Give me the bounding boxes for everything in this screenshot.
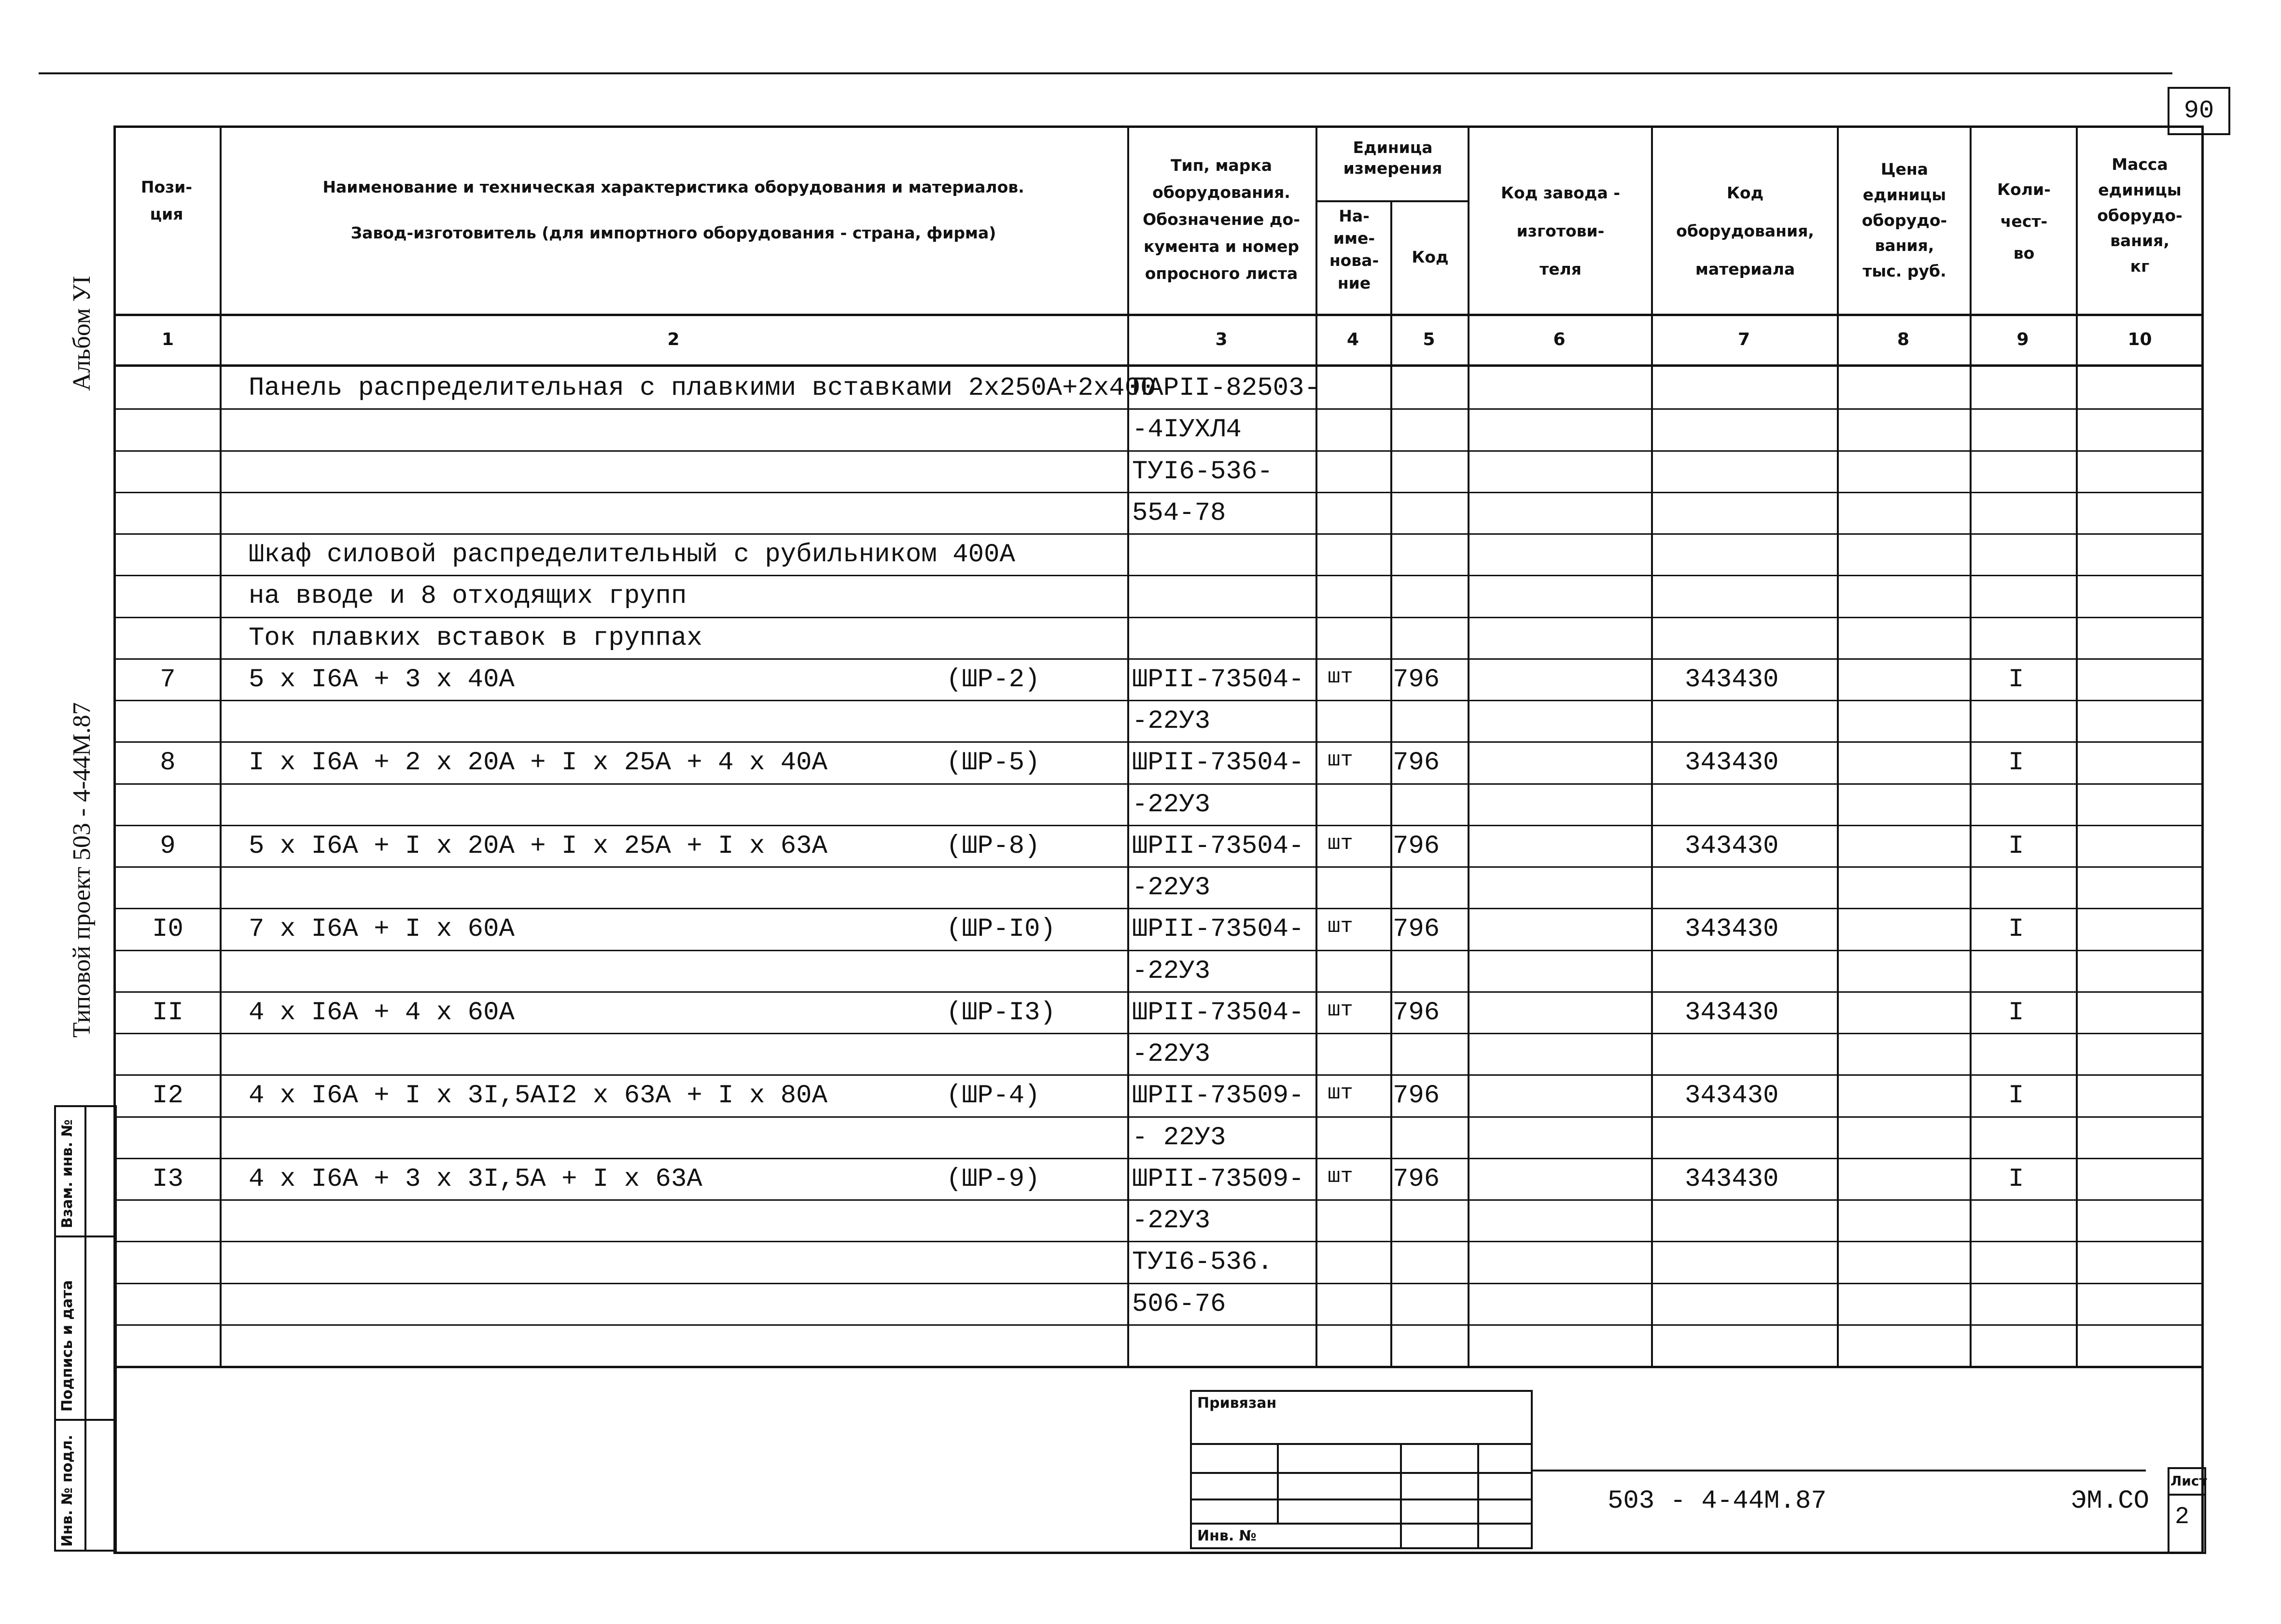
row-divider [113, 950, 2204, 951]
row-divider [113, 1241, 2204, 1242]
cell-type: -4IУХЛ4 [1132, 415, 1242, 444]
cell-type: ШРII-73509- [1132, 1081, 1304, 1110]
cell-pos: 9 [160, 832, 176, 861]
cell-type: - 22У3 [1132, 1123, 1226, 1152]
cell-name: Панель распределительная с плавкими вставками 2х250А+2х400 [249, 374, 1156, 403]
cell-type: ШРII-73504- [1132, 998, 1304, 1027]
cell-ref: (ШР-9) [946, 1165, 1040, 1194]
cell-name: Ток плавких вставок в группах [249, 624, 702, 653]
cell-equip: 343430 [1685, 998, 1779, 1027]
column-number: 8 [1897, 330, 1910, 349]
sheet-number: 2 [2175, 1503, 2190, 1531]
column-number: 5 [1423, 330, 1435, 349]
cell-ref: (ШР-5) [946, 748, 1040, 777]
column-divider [220, 125, 222, 1368]
header-mass: Масса единицы оборудо- вания, кг [2097, 155, 2183, 276]
cell-type: ШРII-73504- [1132, 832, 1304, 861]
cell-name: на вводе и 8 отходящих групп [249, 582, 687, 611]
header-equip-code: Код оборудования, материала [1676, 183, 1814, 279]
column-divider [1127, 125, 1129, 1368]
doc-code: 503 - 4-44М.87 [1608, 1486, 1827, 1516]
row-divider [113, 492, 2204, 493]
cell-type: -22У3 [1132, 957, 1211, 986]
cell-code: 796 [1393, 998, 1440, 1027]
column-divider [1837, 125, 1839, 1368]
cell-name: 4 х I6А + 4 х 60А [249, 998, 515, 1027]
row-divider [113, 617, 2204, 618]
row-divider [113, 866, 2204, 868]
cell-qty: I [2008, 915, 2024, 944]
row-divider [113, 1283, 2204, 1284]
row-divider [113, 741, 2204, 743]
cell-name: Шкаф силовой распределительный с рубильником 400А [249, 540, 1015, 569]
header-name-line1: Наименование и техническая характеристика оборудования и материалов. [322, 178, 1024, 196]
column-number: 6 [1553, 330, 1566, 349]
header-name-line2: Завод-изготовитель (для импортного оборудования - страна, фирма) [350, 223, 996, 242]
cell-name: 5 х I6А + 3 х 40А [249, 665, 515, 694]
cell-code: 796 [1393, 832, 1440, 861]
cell-pos: 8 [160, 748, 176, 777]
row-divider [113, 1158, 2204, 1159]
cell-ref: (ШР-I3) [946, 998, 1056, 1027]
cell-unit: шт [1328, 832, 1353, 856]
cell-unit: шт [1328, 915, 1353, 939]
row-divider [113, 700, 2204, 701]
cell-code: 796 [1393, 665, 1440, 694]
cell-type: ШРII-73509- [1132, 1165, 1304, 1194]
row-divider [113, 1199, 2204, 1201]
cell-equip: 343430 [1685, 665, 1779, 694]
page-number: 90 [2183, 97, 2214, 125]
cell-name: 7 х I6А + I х 60А [249, 915, 515, 944]
project-label: Типовой проект 503 - 4-44М.87 [68, 702, 96, 1038]
cell-name: 5 х I6А + I х 20А + I х 25А + I х 63А [249, 832, 827, 861]
column-divider [1651, 125, 1653, 1368]
header-type: Тип, марка оборудования. Обозначение до- кумента и номер опросного листа [1143, 156, 1300, 283]
row-divider [113, 575, 2204, 576]
cell-type: 554-78 [1132, 499, 1226, 528]
row-divider [113, 533, 2204, 535]
cell-qty: I [2008, 998, 2024, 1027]
header-price: Цена единицы оборудо- вания, тыс. руб. [1861, 160, 1947, 281]
column-number: 10 [2127, 330, 2152, 349]
side-box-signature: Подпись и дата [59, 1280, 76, 1412]
cell-type: ШРII-73504- [1132, 748, 1304, 777]
header-plant-code: Код завода - изготови- теля [1501, 183, 1620, 279]
cell-qty: I [2008, 1081, 2024, 1110]
row-divider [113, 1324, 2204, 1326]
cell-unit: шт [1328, 1081, 1353, 1105]
cell-type: 506-76 [1132, 1290, 1226, 1319]
cell-equip: 343430 [1685, 832, 1779, 861]
doc-series: ЭМ.СО [2071, 1486, 2150, 1516]
cell-code: 796 [1393, 1165, 1440, 1194]
cell-ref: (ШР-8) [946, 832, 1040, 861]
column-divider [1970, 125, 1972, 1368]
bound-stamp [1190, 1390, 1533, 1549]
cell-pos: I0 [152, 915, 183, 944]
row-divider [113, 408, 2204, 410]
bound-label: Привязан [1197, 1395, 1277, 1412]
cell-qty: I [2008, 748, 2024, 777]
row-divider [113, 825, 2204, 826]
header-qty: Коли- чест- во [1997, 180, 2051, 263]
cell-unit: шт [1328, 1165, 1353, 1189]
column-number: 3 [1215, 330, 1228, 349]
sheet-label: Лист [2170, 1473, 2207, 1489]
inv-label: Инв. № [1197, 1527, 1257, 1544]
cell-code: 796 [1393, 1081, 1440, 1110]
column-number: 9 [2016, 330, 2029, 349]
column-divider [2076, 125, 2078, 1368]
row-divider [113, 908, 2204, 909]
cell-type: ШРII-73504- [1132, 915, 1304, 944]
cell-name: 4 х I6А + 3 х 3I,5А + I х 63А [249, 1165, 702, 1194]
row-divider [113, 1074, 2204, 1076]
cell-pos: I2 [152, 1081, 183, 1110]
header-unit: Единица измерения [1343, 138, 1442, 178]
cell-qty: I [2008, 1165, 2024, 1194]
cell-type: ШРII-73504- [1132, 665, 1304, 694]
cell-equip: 343430 [1685, 748, 1779, 777]
cell-type: -22У3 [1132, 1040, 1211, 1069]
cell-unit: шт [1328, 998, 1353, 1022]
header-position: Пози- ция [140, 178, 193, 224]
album-label: Альбом УI [68, 276, 96, 391]
cell-code: 796 [1393, 748, 1440, 777]
cell-name: 4 х I6А + I х 3I,5АI2 х 63А + I х 80А [249, 1081, 827, 1110]
cell-code: 796 [1393, 915, 1440, 944]
cell-type: -22У3 [1132, 790, 1211, 819]
cell-name: I х I6А + 2 х 20А + I х 25А + 4 х 40А [249, 748, 827, 777]
row-divider [113, 783, 2204, 785]
column-number: 1 [161, 330, 174, 349]
header-unit-code: Код [1412, 248, 1449, 266]
cell-unit: шт [1328, 665, 1353, 689]
cell-pos: I3 [152, 1165, 183, 1194]
cell-equip: 343430 [1685, 1081, 1779, 1110]
cell-ref: (ШР-2) [946, 665, 1040, 694]
cell-type: ТУI6-536. [1132, 1248, 1273, 1277]
side-box-replaced: Взам. инв. № [59, 1119, 76, 1228]
column-number: 2 [667, 330, 680, 349]
row-divider [113, 1116, 2204, 1118]
cell-type: ПАРII-82503- [1132, 374, 1320, 403]
column-number: 7 [1737, 330, 1750, 349]
cell-equip: 343430 [1685, 1165, 1779, 1194]
cell-type: -22У3 [1132, 1206, 1211, 1235]
cell-type: -22У3 [1132, 873, 1211, 902]
column-divider [1468, 125, 1469, 1368]
cell-pos: II [152, 998, 183, 1027]
side-box-original: Инв. № подл. [59, 1434, 76, 1547]
cell-qty: I [2008, 832, 2024, 861]
row-divider [113, 658, 2204, 660]
cell-qty: I [2008, 665, 2024, 694]
cell-type: ТУI6-536- [1132, 457, 1273, 486]
cell-ref: (ШР-4) [946, 1081, 1040, 1110]
row-divider [113, 1033, 2204, 1034]
column-number: 4 [1346, 330, 1359, 349]
cell-ref: (ШР-I0) [946, 915, 1056, 944]
cell-unit: шт [1328, 748, 1353, 772]
row-divider [113, 991, 2204, 993]
cell-pos: 7 [160, 665, 176, 694]
cell-type: -22У3 [1132, 707, 1211, 736]
column-divider [1315, 125, 1317, 1368]
cell-equip: 343430 [1685, 915, 1779, 944]
row-divider [113, 450, 2204, 452]
top-rule [39, 72, 2172, 74]
header-unit-name: На- име- нова- ние [1329, 207, 1379, 292]
